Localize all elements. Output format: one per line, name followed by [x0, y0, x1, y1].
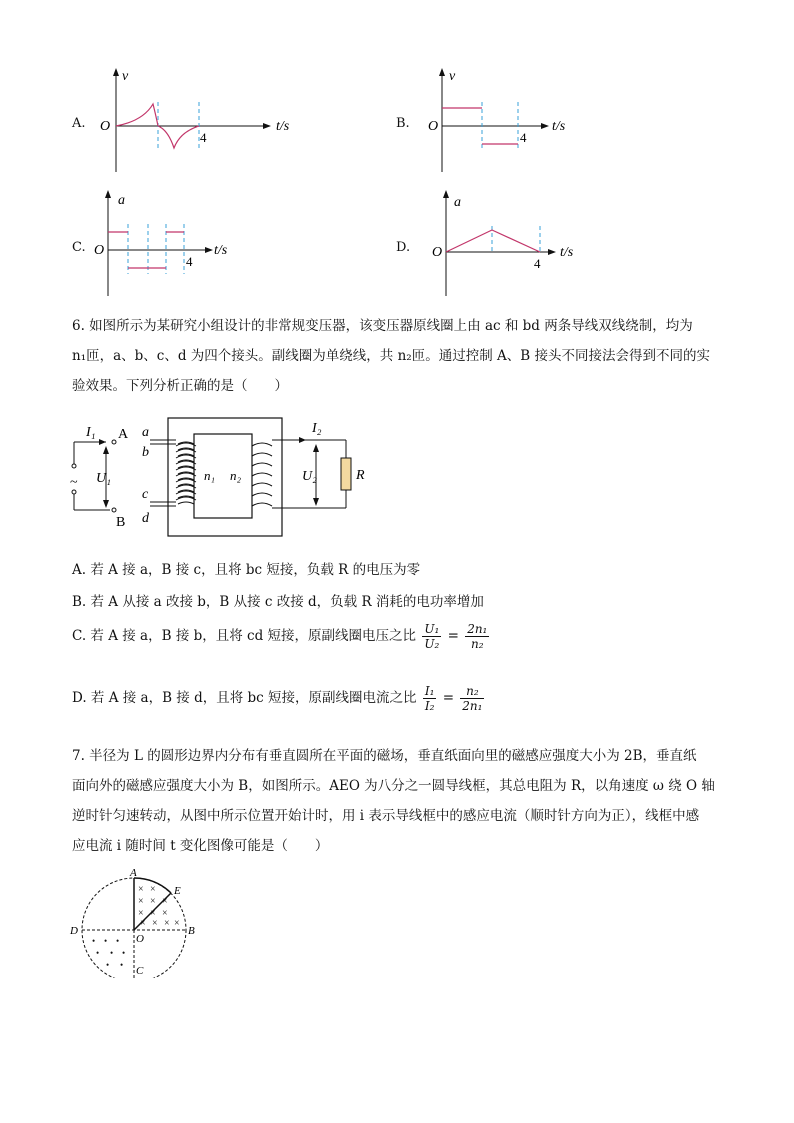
option-label: B. — [396, 116, 410, 131]
option-c-text: C. 若 A 接 a，B 接 b，且将 cd 短接，原副线圈电压之比 — [72, 628, 417, 644]
origin-label: O — [432, 245, 443, 260]
svg-text:•: • — [106, 960, 110, 970]
fraction-i1-i2: $\frac{\text{I₁}}{\text{I₂}}$ — [424, 684, 435, 713]
velocity-graph-b — [396, 66, 596, 176]
x-axis-arrow — [541, 123, 549, 129]
acceleration-graph-c — [68, 188, 268, 298]
svg-text:×: × — [174, 918, 180, 929]
svg-text:•: • — [110, 948, 114, 958]
arrow-u2 — [313, 498, 319, 506]
magnetic-field-diagram — [66, 866, 206, 978]
origin-label: O — [100, 119, 111, 134]
label-e: E — [174, 885, 181, 897]
label-n2: n₂ — [230, 468, 242, 483]
label-lead-a: a — [142, 425, 149, 440]
svg-text:×: × — [140, 918, 146, 929]
label-i2: I₂ — [312, 421, 322, 436]
arrow-i2 — [299, 437, 306, 443]
x-axis-arrow — [205, 247, 213, 253]
label-c: C — [136, 965, 144, 977]
tick-label: 4 — [200, 130, 207, 145]
transformer-diagram — [66, 416, 366, 542]
y-axis-label: a — [118, 193, 125, 208]
label-u1: U₁ — [96, 471, 111, 486]
tick-label: 4 — [520, 130, 527, 145]
svg-text:×: × — [162, 908, 168, 919]
arrow-u1 — [103, 446, 109, 454]
y-axis-arrow — [113, 68, 119, 76]
option-label: A. — [72, 116, 86, 131]
equals-sign: = — [442, 690, 454, 706]
option-d-text: D. 若 A 接 a，B 接 d，且将 bc 短接，原副线圈电流之比 — [72, 690, 417, 706]
q7-line-1: 7. 半径为 L 的圆形边界内分布有垂直圆所在平面的磁场，垂直纸面向里的磁感应强度大小为 2B，垂直纸 — [72, 748, 697, 764]
x-axis-label: t/s — [276, 119, 290, 134]
iron-core-inner — [194, 434, 252, 518]
dot-field-region — [92, 936, 125, 970]
secondary-coil — [252, 443, 272, 506]
curve-positive — [116, 104, 158, 126]
terminal-a — [112, 440, 116, 444]
x-axis-label: t/s — [214, 243, 228, 258]
arrow-i1 — [99, 439, 106, 445]
q7-line-2: 面向外的磁感应强度大小为 B，如图所示。AEO 为八分之一圆导线框，其总电阻为 R，以角速度 ω 绕 O 轴 — [72, 778, 715, 794]
svg-text:×: × — [150, 896, 156, 907]
label-r: R — [356, 468, 365, 483]
svg-text:•: • — [96, 948, 100, 958]
velocity-graph-a — [68, 66, 308, 176]
svg-text:×: × — [150, 884, 156, 895]
svg-text:×: × — [164, 918, 170, 929]
label-terminal-b: B — [116, 515, 126, 530]
y-axis-label: v — [449, 69, 456, 84]
resistor-r — [341, 458, 351, 490]
svg-text:×: × — [162, 896, 168, 907]
label-lead-b: b — [142, 445, 149, 460]
label-source: ~ — [70, 475, 78, 490]
triangle-curve — [446, 230, 540, 252]
label-a: A — [130, 867, 137, 879]
label-lead-d: d — [142, 511, 149, 526]
x-axis-arrow — [548, 249, 556, 255]
svg-text:×: × — [138, 896, 144, 907]
svg-text:•: • — [104, 936, 108, 946]
q6-option-c[interactable] — [72, 622, 732, 651]
q6-line-1: 6. 如图所示为某研究小组设计的非常规变压器，该变压器原线圈上由 ac 和 bd 两条导线双线绕制，均为 — [72, 318, 693, 334]
svg-text:×: × — [150, 908, 156, 919]
y-axis-arrow — [439, 68, 445, 76]
svg-text:•: • — [92, 936, 96, 946]
graph-option-b[interactable] — [396, 66, 596, 176]
label-i1: I₁ — [86, 425, 96, 440]
y-axis-arrow — [443, 190, 449, 198]
label-u2: U₂ — [302, 469, 317, 484]
svg-text:•: • — [122, 948, 126, 958]
y-axis-label: a — [454, 195, 461, 210]
y-axis-arrow — [105, 190, 111, 198]
tick-label: 4 — [534, 256, 541, 271]
svg-text:•: • — [120, 960, 124, 970]
option-label: C. — [72, 240, 86, 255]
option-label: D. — [396, 240, 411, 255]
label-b: B — [188, 925, 195, 937]
arrow-u1 — [103, 500, 109, 508]
q6-line-2: n₁匝，a、b、c、d 为四个接头。副线圈为单绕线，共 n₂匝。通过控制 A、B 接头不同接法会得到不同的实 — [72, 348, 710, 364]
label-o: O — [136, 933, 144, 945]
label-lead-c: c — [142, 487, 149, 502]
q6-option-a[interactable]: A. 若 A 接 a，B 接 c，且将 bc 短接，负载 R 的电压为零 — [72, 562, 421, 578]
terminal-dot — [72, 490, 76, 494]
svg-text:×: × — [152, 918, 158, 929]
graph-option-a[interactable] — [68, 66, 308, 176]
origin-label: O — [428, 119, 439, 134]
q7-line-3: 逆时针匀速转动，从图中所示位置开始计时，用 i 表示导线框中的感应电流（顺时针方向为正），线框中感 — [72, 808, 700, 824]
label-terminal-a: A — [118, 427, 129, 442]
q6-option-b[interactable]: B. 若 A 从接 a 改接 b，B 从接 c 改接 d，负载 R 消耗的电功率增加 — [72, 594, 484, 610]
q7-line-4: 应电流 i 随时间 t 变化图像可能是（ ） — [72, 838, 329, 854]
curve-negative — [158, 126, 199, 148]
svg-text:•: • — [116, 936, 120, 946]
origin-label: O — [94, 243, 105, 258]
label-d: D — [70, 925, 78, 937]
equals-sign: = — [447, 628, 459, 644]
terminal-b — [112, 508, 116, 512]
fraction-u1-u2: $\frac{\text{U₁}}{\text{U₂}}$ — [424, 622, 440, 651]
q6-option-d[interactable] — [72, 684, 732, 713]
fraction-2n1-n2: $\frac{\text{2n₁}}{\text{n₂}}$ — [467, 622, 488, 651]
x-axis-arrow — [263, 123, 271, 129]
x-axis-label: t/s — [552, 119, 566, 134]
graph-option-c[interactable] — [68, 188, 268, 298]
arrow-u2 — [313, 444, 319, 452]
y-axis-label: v — [122, 69, 129, 84]
tick-label: 4 — [186, 254, 193, 269]
fraction-n2-2n1: $\frac{\text{n₂}}{\text{2n₁}}$ — [462, 684, 483, 713]
terminal-dot — [72, 464, 76, 468]
svg-text:×: × — [138, 908, 144, 919]
acceleration-graph-d — [396, 188, 596, 298]
x-axis-label: t/s — [560, 245, 574, 260]
primary-coil — [176, 442, 196, 504]
graph-option-d[interactable] — [396, 188, 596, 298]
q6-line-3: 验效果。下列分析正确的是（ ） — [72, 378, 288, 394]
label-n1: n₁ — [204, 468, 216, 483]
svg-text:×: × — [138, 884, 144, 895]
